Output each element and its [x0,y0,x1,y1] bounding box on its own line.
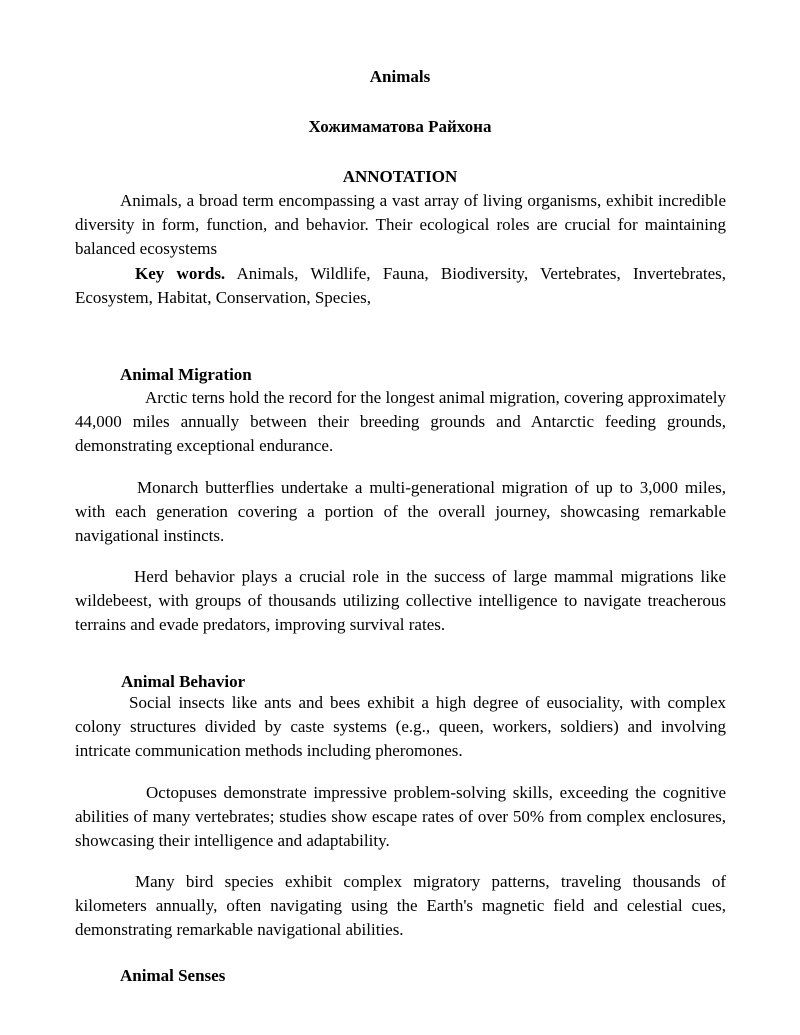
keywords-label: Key words. [135,264,226,283]
section-heading-senses: Animal Senses [120,966,226,985]
annotation-heading: ANNOTATION [342,167,458,186]
migration-paragraph-3: Herd behavior plays a crucial role in the success of large mammal migrations like wildebeest, with groups of thousands utilizing collective intelligence to navigate treacherous terrains and evade predators, improving survival rates. [75,567,726,634]
annotation-paragraph: Animals, a broad term encompassing a vast array of living organisms, exhibit incredible diversity in form, function, and behavior. Their ecological roles are crucial for maintaining balanced ecosystems [75,191,726,258]
document-title: Animals [369,67,431,86]
migration-paragraph-2: Monarch butterflies undertake a multi-generational migration of up to 3,000 miles, with each generation covering a portion of the overall journey, showcasing remarkable navigational instincts. [75,478,726,545]
author-name: Хожимаматова Райхона [308,117,492,136]
behavior-paragraph-2: Octopuses demonstrate impressive problem-solving skills, exceeding the cognitive abilities of many vertebrates; studies show escape rates of over 50% from complex enclosures, showcasing their intelligence and adaptability. [75,783,726,850]
section-heading-migration: Animal Migration [120,365,252,384]
migration-paragraph-1: Arctic terns hold the record for the longest animal migration, covering approximately 44,000 miles annually between their breeding grounds and Antarctic feeding grounds, demonstrating exceptional endurance. [75,388,726,455]
section-heading-behavior: Animal Behavior [121,672,246,691]
behavior-paragraph-1: Social insects like ants and bees exhibit a high degree of eusociality, with complex colony structures divided by caste systems (e.g., queen, workers, soldiers) and involving intricate communication methods including pheromones. [75,693,726,760]
keywords-paragraph [75,262,726,310]
behavior-paragraph-3: Many bird species exhibit complex migratory patterns, traveling thousands of kilometers annually, often navigating using the Earth's magnetic field and celestial cues, demonstrating remarkable navigational abilities. [75,872,726,939]
keywords-list: Animals, Wildlife, Fauna, Biodiversity, Vertebrates, Invertebrates, Ecosystem, Habitat, Conservation, Species, [75,264,726,307]
